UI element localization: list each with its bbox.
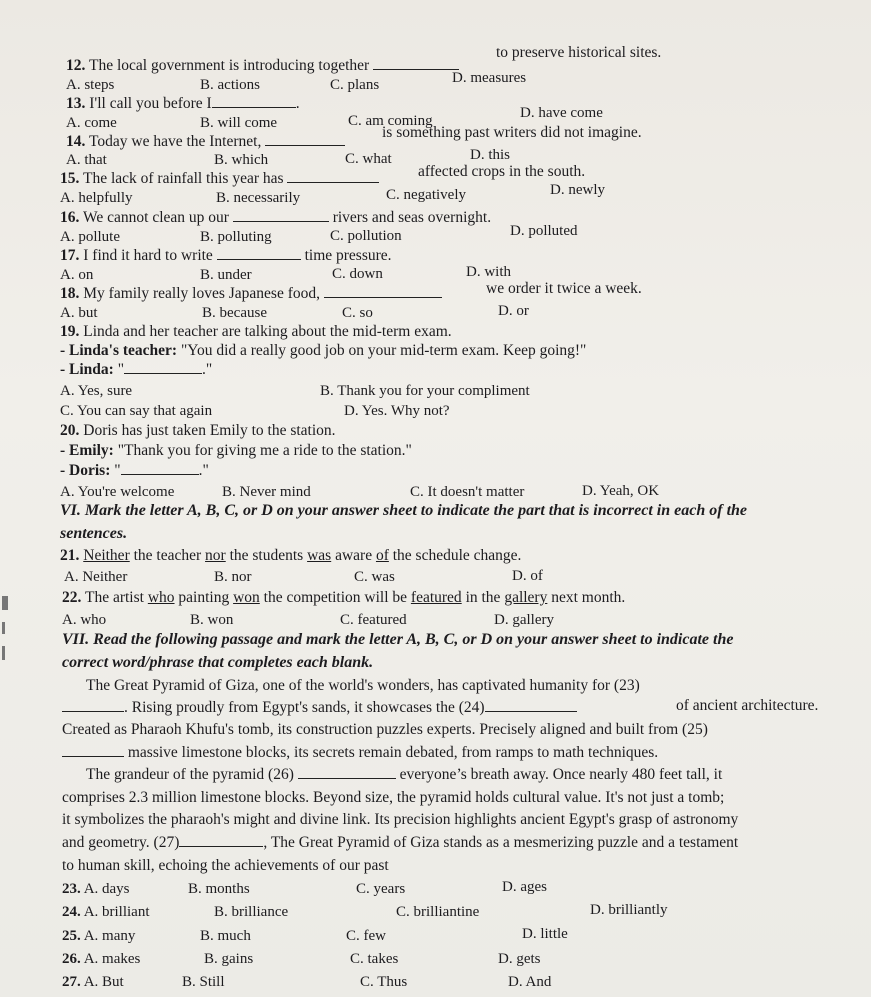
dialogue-line: - Emily: "Thank you for giving me a ride to the station." xyxy=(60,442,412,459)
margin-mark xyxy=(2,622,5,634)
option-d: D. of xyxy=(512,568,543,584)
option-a: A. that xyxy=(66,152,107,168)
option-c: C. few xyxy=(346,928,386,944)
option-a: A. come xyxy=(66,115,117,131)
dialogue-line: - Doris: " ." xyxy=(60,462,209,479)
question-19: 19. Linda and her teacher are talking about the mid-term exam. xyxy=(60,323,452,340)
option-d: D. gallery xyxy=(494,612,554,628)
question-14: 14. Today we have the Internet, xyxy=(66,133,345,151)
option-b: B. won xyxy=(190,612,234,628)
question-15: 15. The lack of rainfall this year has xyxy=(60,170,379,188)
option-a: A. on xyxy=(60,267,94,283)
option-c: C. am coming xyxy=(348,113,433,129)
underlined-part-c: featured xyxy=(410,589,462,606)
section-7-heading: VII. Read the following passage and mark the letter A, B, C, or D on your answer sheet to indicate the xyxy=(62,631,734,648)
option-a: A. Yes, sure xyxy=(60,383,133,399)
option-b: B. under xyxy=(200,267,252,283)
option-b: B. which xyxy=(214,152,269,168)
question-18: 18. My family really loves Japanese food, xyxy=(60,285,442,303)
underlined-part-d: of xyxy=(375,547,389,564)
answer-blank[interactable] xyxy=(287,170,379,183)
option-c: C. years xyxy=(356,881,406,897)
option-d: D. gets xyxy=(498,951,541,967)
passage-line: massive limestone blocks, its secrets remain debated, from ramps to math techniques. xyxy=(62,744,658,762)
answer-blank[interactable] xyxy=(373,57,459,70)
answer-blank[interactable] xyxy=(324,285,442,298)
question-27: 27. A. But xyxy=(62,974,124,990)
answer-blank[interactable] xyxy=(265,133,345,146)
option-d: D. And xyxy=(508,974,552,990)
underlined-part-b: nor xyxy=(205,547,226,564)
option-b: B. nor xyxy=(214,569,252,585)
option-d: D. newly xyxy=(550,182,605,198)
underlined-part-d: gallery xyxy=(504,589,548,606)
passage-line-end: of ancient architecture. xyxy=(676,697,819,714)
margin-mark xyxy=(2,646,5,660)
passage-line: to human skill, echoing the achievements of our past xyxy=(62,857,389,874)
dialogue-line: - Linda's teacher: "You did a really good job on your mid-term exam. Keep going!" xyxy=(60,342,587,359)
option-a: A. pollute xyxy=(60,229,120,245)
underlined-part-b: won xyxy=(233,589,260,606)
option-c: C. takes xyxy=(350,951,399,967)
option-d: D. polluted xyxy=(510,223,578,239)
question-12-end: to preserve historical sites. xyxy=(496,44,662,61)
option-c: C. pollution xyxy=(330,228,402,244)
question-24: 24. A. brilliant xyxy=(62,904,150,920)
option-d: D. measures xyxy=(452,70,527,86)
option-b: B. Thank you for your compliment xyxy=(320,383,530,399)
question-14-end: is something past writers did not imagine. xyxy=(382,124,642,141)
answer-blank[interactable] xyxy=(217,247,301,260)
answer-blank[interactable] xyxy=(62,699,124,712)
option-b: B. much xyxy=(200,928,251,944)
margin-mark xyxy=(2,596,8,610)
answer-blank[interactable] xyxy=(121,462,199,475)
section-6-heading-cont: sentences. xyxy=(60,525,128,542)
passage-line: The Great Pyramid of Giza, one of the world's wonders, has captivated humanity for (23) xyxy=(86,677,640,694)
passage-line: comprises 2.3 million limestone blocks. Beyond size, the pyramid holds cultural value. It's not just a tomb; xyxy=(62,789,725,806)
option-b: B. polluting xyxy=(200,229,272,245)
question-22: 22. The artist who painting won the competition will be featured in the gallery next month. xyxy=(62,589,626,606)
question-21: 21. Neither the teacher nor the students was aware of the schedule change. xyxy=(60,547,522,564)
option-c: C. Thus xyxy=(360,974,408,990)
question-13: 13. I'll call you before I . xyxy=(66,95,300,112)
option-d: D. this xyxy=(470,147,511,163)
answer-blank[interactable] xyxy=(124,361,202,374)
underlined-part-c: was xyxy=(307,547,332,564)
answer-blank[interactable] xyxy=(179,834,263,847)
option-d: D. Yeah, OK xyxy=(582,483,660,499)
underlined-part-a: Neither xyxy=(83,547,130,564)
underlined-part-a: who xyxy=(147,589,175,606)
option-b: B. Still xyxy=(182,974,225,990)
option-c: C. so xyxy=(342,305,373,321)
option-d: D. or xyxy=(498,303,529,319)
question-16: 16. We cannot clean up our rivers and seas overnight. xyxy=(60,209,492,226)
option-c: C. It doesn't matter xyxy=(410,484,525,500)
answer-blank[interactable] xyxy=(233,209,329,222)
question-15-end: affected crops in the south. xyxy=(418,163,586,180)
option-a: A. Neither xyxy=(64,569,128,585)
question-18-end: we order it twice a week. xyxy=(486,280,642,297)
option-d: D. with xyxy=(466,264,511,280)
option-c: C. was xyxy=(354,569,395,585)
passage-line: The grandeur of the pyramid (26) everyone’s breath away. Once nearly 480 feet tall, it xyxy=(86,766,723,783)
passage-line: and geometry. (27) , The Great Pyramid of Giza stands as a mesmerizing puzzle and a testament xyxy=(62,834,739,851)
option-b: B. brilliance xyxy=(214,904,289,920)
answer-blank[interactable] xyxy=(485,699,577,712)
option-c: C. You can say that again xyxy=(60,403,213,419)
option-a: A. who xyxy=(62,612,107,628)
option-d: D. brilliantly xyxy=(590,902,668,918)
option-c: C. negatively xyxy=(386,187,466,203)
question-20: 20. Doris has just taken Emily to the station. xyxy=(60,422,336,439)
answer-blank[interactable] xyxy=(62,744,124,757)
option-c: C. brilliantine xyxy=(396,904,480,920)
option-a: A. helpfully xyxy=(60,190,133,206)
option-a: A. You're welcome xyxy=(60,484,175,500)
answer-blank[interactable] xyxy=(212,95,296,108)
option-c: C. down xyxy=(332,266,383,282)
section-6-heading: VI. Mark the letter A, B, C, or D on your answer sheet to indicate the part that is incorrect in each of the xyxy=(60,502,748,519)
passage-line: . Rising proudly from Egypt's sands, it showcases the (24) xyxy=(62,699,577,717)
option-b: B. actions xyxy=(200,77,260,93)
option-b: B. will come xyxy=(200,115,278,131)
option-b: B. months xyxy=(188,881,250,897)
question-26: 26. A. makes xyxy=(62,951,141,967)
option-c: C. featured xyxy=(340,612,407,628)
option-b: B. gains xyxy=(204,951,254,967)
option-d: D. ages xyxy=(502,879,547,895)
option-b: B. because xyxy=(202,305,267,321)
option-b: B. Never mind xyxy=(222,484,311,500)
option-b: B. necessarily xyxy=(216,190,301,206)
section-7-heading-cont: correct word/phrase that completes each blank. xyxy=(62,654,374,671)
option-c: C. plans xyxy=(330,77,380,93)
question-23: 23. A. days xyxy=(62,881,130,897)
question-17: 17. I find it hard to write time pressure. xyxy=(60,247,392,264)
option-d: D. Yes. Why not? xyxy=(344,403,450,419)
option-d: D. little xyxy=(522,926,568,942)
answer-blank[interactable] xyxy=(298,766,396,779)
dialogue-line: - Linda: " ." xyxy=(60,361,213,378)
passage-line: Created as Pharaoh Khufu's tomb, its construction puzzles experts. Precisely aligned and built from (25) xyxy=(62,721,708,738)
question-25: 25. A. many xyxy=(62,928,136,944)
option-c: C. what xyxy=(345,151,392,167)
option-a: A. steps xyxy=(66,77,115,93)
option-d: D. have come xyxy=(520,105,603,121)
passage-line: it symbolizes the pharaoh's might and divine link. Its precision highlights ancient Egypt's grasp of astronomy xyxy=(62,811,739,828)
question-12: 12. The local government is introducing together xyxy=(66,57,459,75)
option-a: A. but xyxy=(60,305,98,321)
